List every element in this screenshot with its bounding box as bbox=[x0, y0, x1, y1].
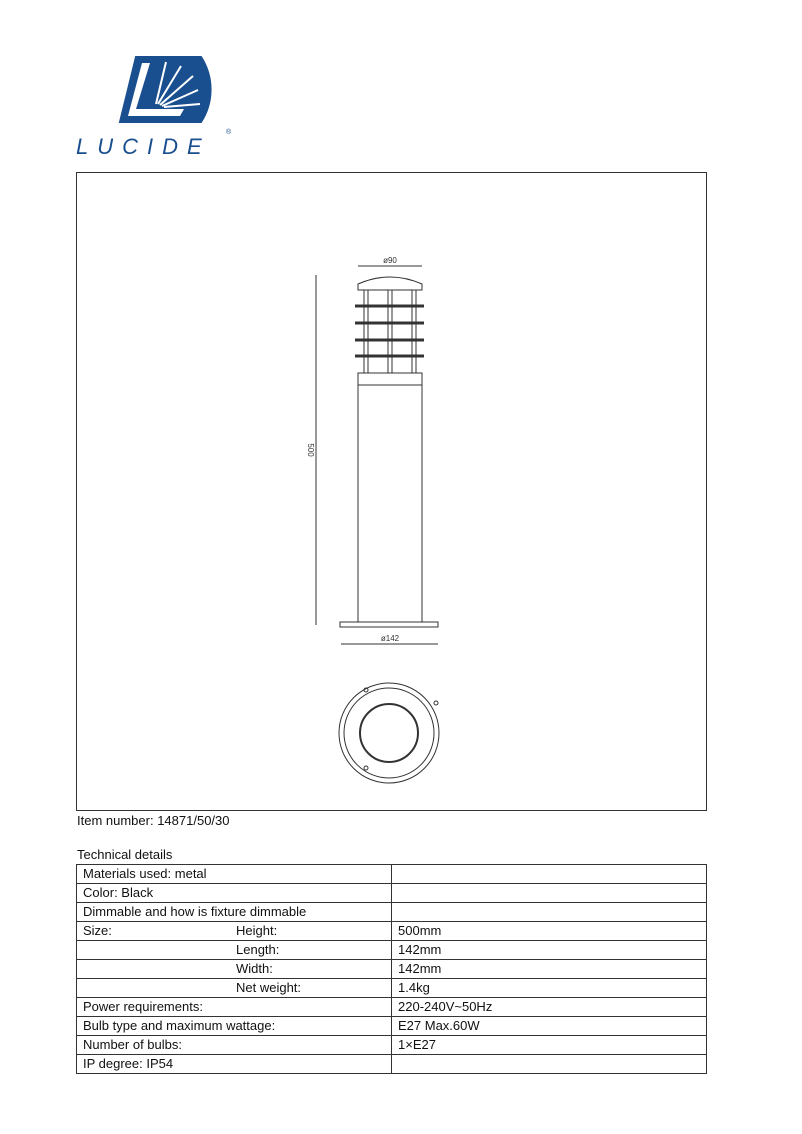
row-label: Power requirements: bbox=[83, 999, 203, 1014]
registered-mark: ® bbox=[226, 129, 232, 136]
row-label: Size: bbox=[83, 923, 112, 938]
row-value bbox=[392, 903, 707, 922]
row-sublabel: Length: bbox=[236, 942, 280, 957]
row-sublabel: Width: bbox=[236, 961, 273, 976]
table-row bbox=[77, 1055, 707, 1074]
table-row bbox=[77, 884, 707, 903]
row-label-cell bbox=[77, 979, 392, 998]
table-row bbox=[77, 941, 707, 960]
technical-details-table bbox=[76, 864, 707, 1074]
table-row bbox=[77, 865, 707, 884]
dim-top-diameter: ø90 bbox=[383, 256, 397, 265]
row-label: Bulb type and maximum wattage: bbox=[83, 1018, 276, 1033]
table-row bbox=[77, 960, 707, 979]
row-label-cell bbox=[77, 884, 392, 903]
row-value: 220-240V~50Hz bbox=[392, 998, 707, 1017]
row-label-cell bbox=[77, 1017, 392, 1036]
row-label: Color: Black bbox=[83, 885, 154, 900]
dim-base-diameter: ø142 bbox=[380, 634, 400, 643]
row-value: 142mm bbox=[392, 960, 707, 979]
row-label-cell bbox=[77, 865, 392, 884]
row-sublabel: Height: bbox=[236, 923, 278, 938]
row-value: E27 Max.60W bbox=[392, 1017, 707, 1036]
table-row bbox=[77, 998, 707, 1017]
row-value: 1.4kg bbox=[392, 979, 707, 998]
row-value bbox=[392, 884, 707, 903]
row-label-cell bbox=[77, 1055, 392, 1074]
row-label-cell bbox=[77, 941, 392, 960]
technical-details-title: Technical details bbox=[77, 847, 173, 862]
row-label: Dimmable and how is fixture dimmable bbox=[83, 904, 307, 919]
table-row bbox=[77, 1036, 707, 1055]
row-label-cell bbox=[77, 960, 392, 979]
row-sublabel: Net weight: bbox=[236, 980, 302, 995]
table-row bbox=[77, 903, 707, 922]
row-label-cell bbox=[77, 922, 392, 941]
table-row bbox=[77, 1017, 707, 1036]
row-label: Materials used: metal bbox=[83, 866, 207, 881]
row-value bbox=[392, 865, 707, 884]
table-row bbox=[77, 922, 707, 941]
row-value bbox=[392, 1055, 707, 1074]
row-label: Number of bulbs: bbox=[83, 1037, 182, 1052]
row-value: 500mm bbox=[392, 922, 707, 941]
row-value: 142mm bbox=[392, 941, 707, 960]
logo-text: LUCIDE bbox=[76, 134, 211, 159]
table-row bbox=[77, 979, 707, 998]
row-value: 1×E27 bbox=[392, 1036, 707, 1055]
row-label-cell bbox=[77, 903, 392, 922]
item-number: Item number: 14871/50/30 bbox=[77, 813, 230, 828]
row-label-cell bbox=[77, 998, 392, 1017]
row-label: IP degree: IP54 bbox=[83, 1056, 174, 1071]
row-label-cell bbox=[77, 1036, 392, 1055]
dim-height: 500 bbox=[306, 443, 315, 457]
